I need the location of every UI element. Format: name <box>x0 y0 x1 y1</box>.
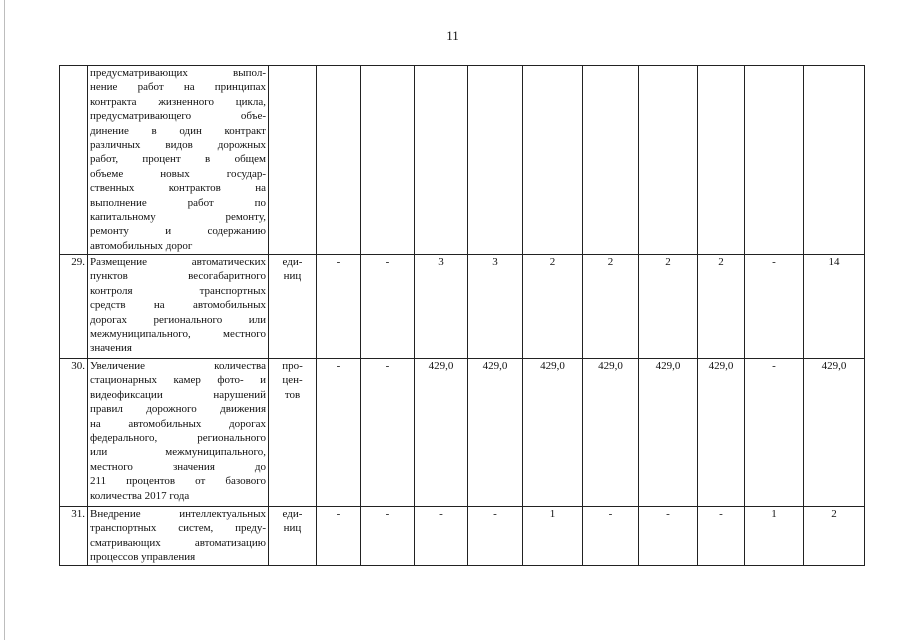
unit-line: тов <box>284 388 301 401</box>
value-cell <box>361 66 415 255</box>
indicator-name-line: дорогах регионального или <box>90 313 266 326</box>
value-cell: - <box>745 255 804 359</box>
indicator-name-line: объеме новых государ- <box>90 167 266 180</box>
value-cell: 14 <box>804 255 865 359</box>
value-cell <box>583 66 639 255</box>
value-cell: - <box>745 359 804 507</box>
row-number <box>60 66 88 255</box>
value-cell <box>639 66 698 255</box>
table-row <box>60 255 865 359</box>
value-cell: 3 <box>468 255 523 359</box>
value-cell: 429,0 <box>415 359 468 507</box>
table-body <box>60 66 865 566</box>
value-cell: - <box>468 507 523 566</box>
indicator-name <box>88 359 269 507</box>
value-cell <box>468 66 523 255</box>
indicator-name-line: федерального, регионального <box>90 432 266 445</box>
row-number: 31. <box>60 507 88 566</box>
page-number: 11 <box>446 28 459 43</box>
value-cell: - <box>317 255 361 359</box>
unit-cell <box>269 507 317 566</box>
row-number: 30. <box>60 359 88 507</box>
indicator-name-line: предусматривающих выпол- <box>90 67 266 79</box>
indicator-name-line: ремонту и содержанию <box>90 225 266 238</box>
value-cell: 429,0 <box>804 359 865 507</box>
value-cell: 1 <box>745 507 804 566</box>
value-cell <box>804 66 865 255</box>
indicator-name-line: Увеличение количества <box>90 360 266 372</box>
value-cell: 3 <box>415 255 468 359</box>
indicator-name-line: транспортных систем, преду- <box>90 522 266 535</box>
value-cell: 429,0 <box>639 359 698 507</box>
indicator-name-line: выполнение работ по <box>90 196 266 209</box>
indicator-name-line: сматривающих автоматизацию <box>90 536 266 549</box>
indicator-name-line: или межмуниципального, <box>90 446 266 459</box>
indicator-name-line: предусматривающего объе- <box>90 110 266 123</box>
indicator-name-line: 211 процентов от базового <box>90 475 266 488</box>
indicator-name-line: нение работ на принципах <box>90 81 266 94</box>
indicator-name-line: количества 2017 года <box>90 489 190 502</box>
page-edge-line <box>4 0 5 640</box>
indicator-name-line: видеофиксации нарушений <box>90 388 266 401</box>
value-cell: 2 <box>523 255 583 359</box>
indicator-name <box>88 66 269 255</box>
value-cell: 2 <box>639 255 698 359</box>
indicator-name-line: на автомобильных дорогах <box>90 417 266 430</box>
indicator-name-line: работ, процент в общем <box>90 153 266 166</box>
unit-cell <box>269 359 317 507</box>
indicator-name-line: автомобильных дорог <box>90 239 193 252</box>
value-cell: 429,0 <box>468 359 523 507</box>
indicator-name-line: динение в один контракт <box>90 124 266 137</box>
value-cell: - <box>361 255 415 359</box>
value-cell: - <box>698 507 745 566</box>
indicator-name-line: ственных контрактов на <box>90 182 266 195</box>
unit-line: про- <box>282 360 303 372</box>
value-cell: 1 <box>523 507 583 566</box>
indicator-name-line: различных видов дорожных <box>90 139 266 152</box>
indicator-name-line: Размещение автоматических <box>90 256 266 268</box>
unit-line: еди- <box>282 508 303 520</box>
value-cell: - <box>361 359 415 507</box>
value-cell: - <box>317 507 361 566</box>
indicator-name-line: контроля транспортных <box>90 284 266 297</box>
indicator-name-line: межмуниципального, местного <box>90 328 266 341</box>
indicator-name-line: местного значения до <box>90 460 266 473</box>
indicator-name-line: стационарных камер фото- и <box>90 374 266 387</box>
value-cell: 2 <box>804 507 865 566</box>
row-number: 29. <box>60 255 88 359</box>
value-cell: - <box>415 507 468 566</box>
unit-line: цен- <box>282 374 303 387</box>
indicator-name <box>88 507 269 566</box>
value-cell: 429,0 <box>698 359 745 507</box>
indicator-name-line: значения <box>90 342 132 355</box>
value-cell <box>698 66 745 255</box>
indicator-name-line: правил дорожного движения <box>90 403 266 416</box>
indicator-name-line: пунктов весогабаритного <box>90 270 266 283</box>
indicator-name-line: Внедрение интеллектуальных <box>90 508 266 520</box>
value-cell <box>415 66 468 255</box>
unit-line: ниц <box>283 270 302 283</box>
value-cell: 2 <box>698 255 745 359</box>
value-cell: - <box>583 507 639 566</box>
table-row <box>60 66 865 255</box>
table-row <box>60 507 865 566</box>
indicator-name-line: процессов управления <box>90 551 196 564</box>
value-cell: 429,0 <box>583 359 639 507</box>
value-cell: - <box>639 507 698 566</box>
indicator-name <box>88 255 269 359</box>
value-cell: 429,0 <box>523 359 583 507</box>
value-cell <box>317 66 361 255</box>
value-cell: 2 <box>583 255 639 359</box>
indicators-table <box>59 65 865 566</box>
unit-cell <box>269 66 317 255</box>
value-cell: - <box>361 507 415 566</box>
table-row <box>60 359 865 507</box>
indicator-name-line: средств на автомобильных <box>90 299 266 312</box>
unit-line: ниц <box>283 522 302 535</box>
value-cell: - <box>317 359 361 507</box>
value-cell <box>523 66 583 255</box>
unit-cell <box>269 255 317 359</box>
unit-line: еди- <box>282 256 303 268</box>
indicator-name-line: капитальному ремонту, <box>90 211 266 224</box>
indicator-name-line: контракта жизненного цикла, <box>90 95 266 108</box>
value-cell <box>745 66 804 255</box>
